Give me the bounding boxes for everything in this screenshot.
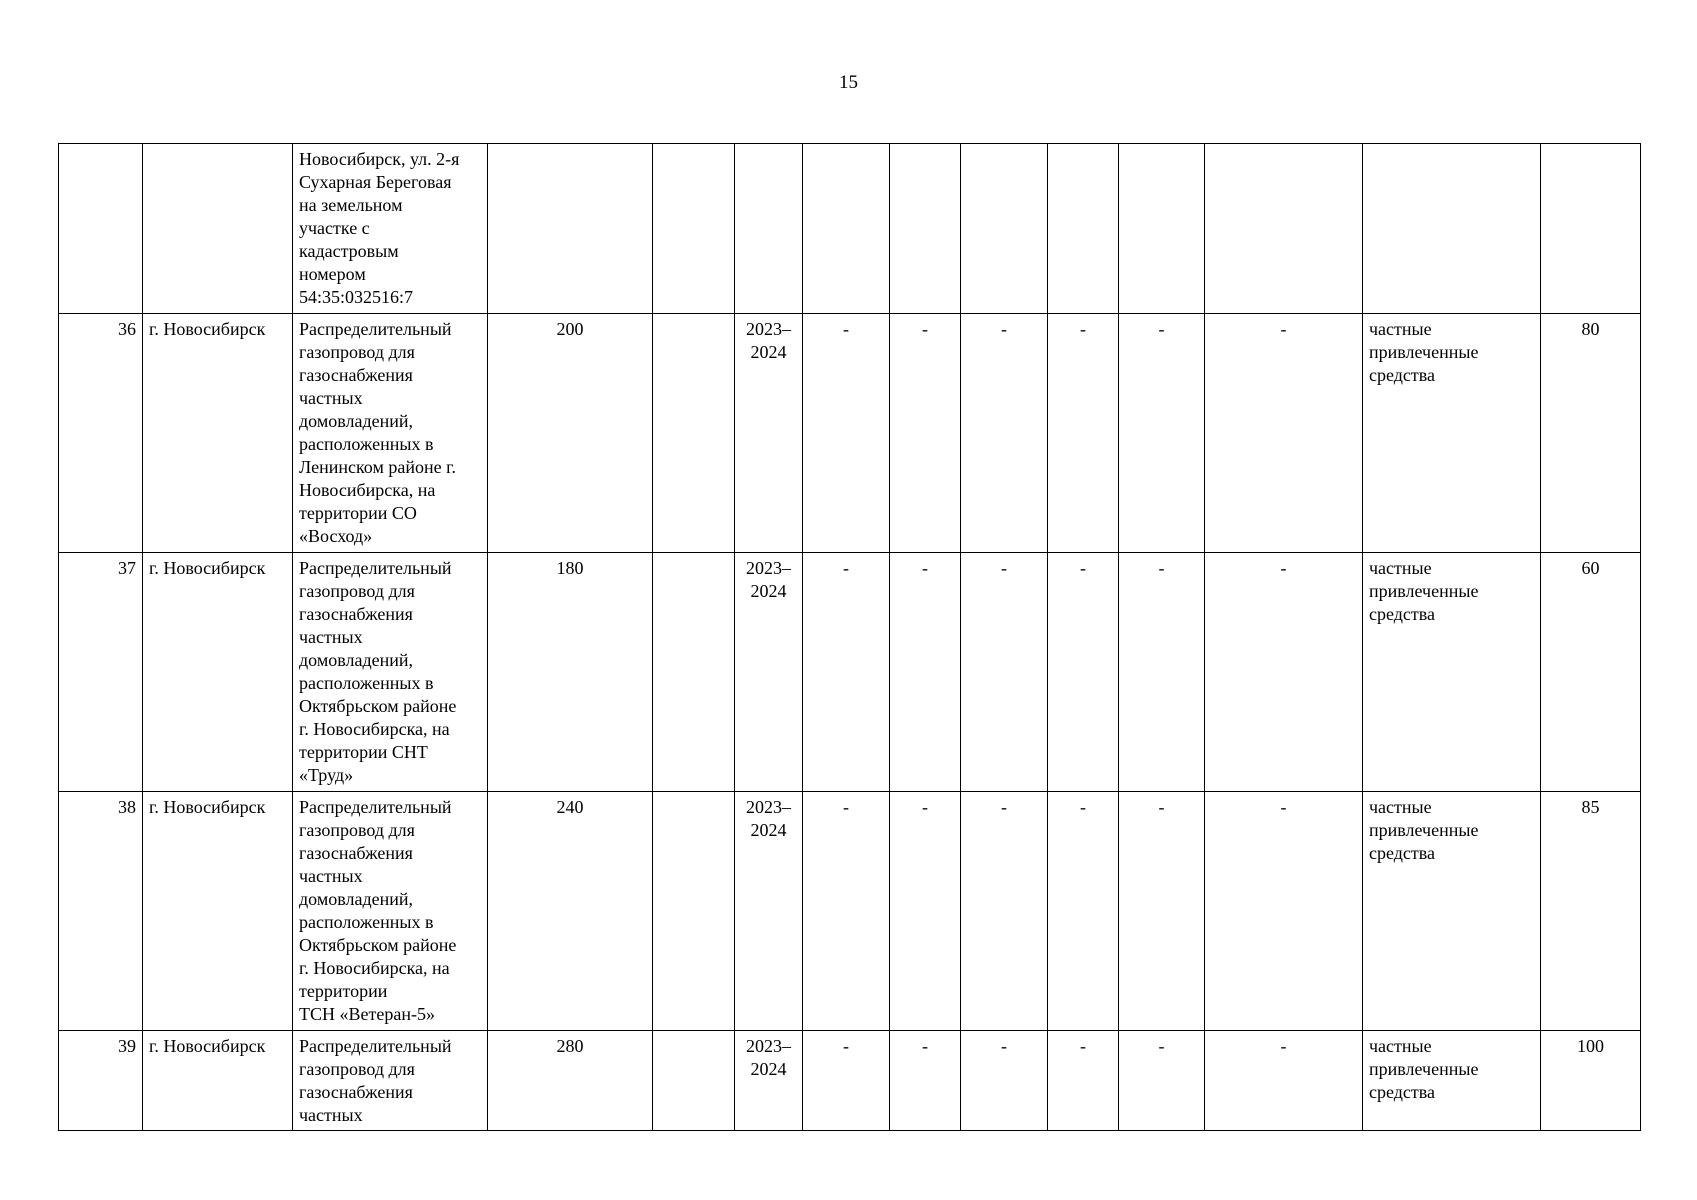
table-row	[59, 1031, 1641, 1131]
cell-col7: -	[803, 553, 890, 792]
cell-col10: -	[1048, 792, 1119, 1031]
cell-col7	[803, 144, 890, 314]
cell-location: г. Новосибирск	[143, 792, 293, 1031]
cell-num: 38	[59, 792, 143, 1031]
cell-col5	[653, 144, 735, 314]
cell-col11: -	[1119, 1031, 1205, 1131]
table-row-continuation	[59, 144, 1641, 314]
cell-source: частные привлеченные средства	[1363, 553, 1541, 792]
cell-col10: -	[1048, 553, 1119, 792]
cell-cost: 60	[1541, 553, 1641, 792]
cell-col8: -	[890, 1031, 961, 1131]
cell-col11: -	[1119, 792, 1205, 1031]
table-row	[59, 314, 1641, 553]
cell-source: частные привлеченные средства	[1363, 314, 1541, 553]
cell-object: Новосибирск, ул. 2-я Сухарная Береговая на земельном участке с кадастровым номером 54:35:032516:7	[293, 144, 488, 314]
cell-col8: -	[890, 314, 961, 553]
cell-col7: -	[803, 792, 890, 1031]
cell-years	[735, 144, 803, 314]
cell-col12	[1205, 144, 1363, 314]
cell-length	[488, 144, 653, 314]
cell-col9: -	[961, 792, 1048, 1031]
cell-years: 2023– 2024	[735, 314, 803, 553]
cell-length: 280	[488, 1031, 653, 1131]
cell-object: Распределительный газопровод для газоснабжения частных домовладений, расположенных в Октябрьском районе г. Новосибирска, на территории ТСН «Ветеран-5»	[293, 792, 488, 1031]
cell-col8: -	[890, 792, 961, 1031]
cell-source: частные привлеченные средства	[1363, 1031, 1541, 1131]
cell-object: Распределительный газопровод для газоснабжения частных	[293, 1031, 488, 1131]
cell-col9	[961, 144, 1048, 314]
cell-col10: -	[1048, 1031, 1119, 1131]
cell-length: 200	[488, 314, 653, 553]
cell-col12: -	[1205, 314, 1363, 553]
cell-years: 2023– 2024	[735, 1031, 803, 1131]
cell-col5	[653, 553, 735, 792]
cell-col9: -	[961, 314, 1048, 553]
cell-source	[1363, 144, 1541, 314]
cell-col12: -	[1205, 792, 1363, 1031]
cell-cost: 100	[1541, 1031, 1641, 1131]
cell-col9: -	[961, 553, 1048, 792]
cell-cost: 80	[1541, 314, 1641, 553]
cell-cost: 85	[1541, 792, 1641, 1031]
cell-num: 36	[59, 314, 143, 553]
cell-length: 180	[488, 553, 653, 792]
cell-length: 240	[488, 792, 653, 1031]
cell-col12: -	[1205, 1031, 1363, 1131]
table-row	[59, 792, 1641, 1031]
cell-num: 39	[59, 1031, 143, 1131]
page-number: 15	[839, 72, 858, 93]
cell-num	[59, 144, 143, 314]
cell-location: г. Новосибирск	[143, 1031, 293, 1131]
cell-location	[143, 144, 293, 314]
cell-col8: -	[890, 553, 961, 792]
cell-col12: -	[1205, 553, 1363, 792]
cell-col11	[1119, 144, 1205, 314]
cell-object: Распределительный газопровод для газоснабжения частных домовладений, расположенных в Ленинском районе г. Новосибирска, на территории СО «Восход»	[293, 314, 488, 553]
cell-col11: -	[1119, 314, 1205, 553]
cell-col5	[653, 314, 735, 553]
cell-col10: -	[1048, 314, 1119, 553]
cell-num: 37	[59, 553, 143, 792]
table-row	[59, 553, 1641, 792]
cell-object: Распределительный газопровод для газоснабжения частных домовладений, расположенных в Октябрьском районе г. Новосибирска, на территории СНТ «Труд»	[293, 553, 488, 792]
cell-col7: -	[803, 314, 890, 553]
cell-col8	[890, 144, 961, 314]
cell-col5	[653, 1031, 735, 1131]
cell-col5	[653, 792, 735, 1031]
cell-years: 2023– 2024	[735, 792, 803, 1031]
data-table	[58, 143, 1641, 1131]
cell-years: 2023– 2024	[735, 553, 803, 792]
cell-cost	[1541, 144, 1641, 314]
cell-col7: -	[803, 1031, 890, 1131]
cell-location: г. Новосибирск	[143, 553, 293, 792]
cell-col11: -	[1119, 553, 1205, 792]
cell-col9: -	[961, 1031, 1048, 1131]
cell-location: г. Новосибирск	[143, 314, 293, 553]
cell-col10	[1048, 144, 1119, 314]
cell-source: частные привлеченные средства	[1363, 792, 1541, 1031]
